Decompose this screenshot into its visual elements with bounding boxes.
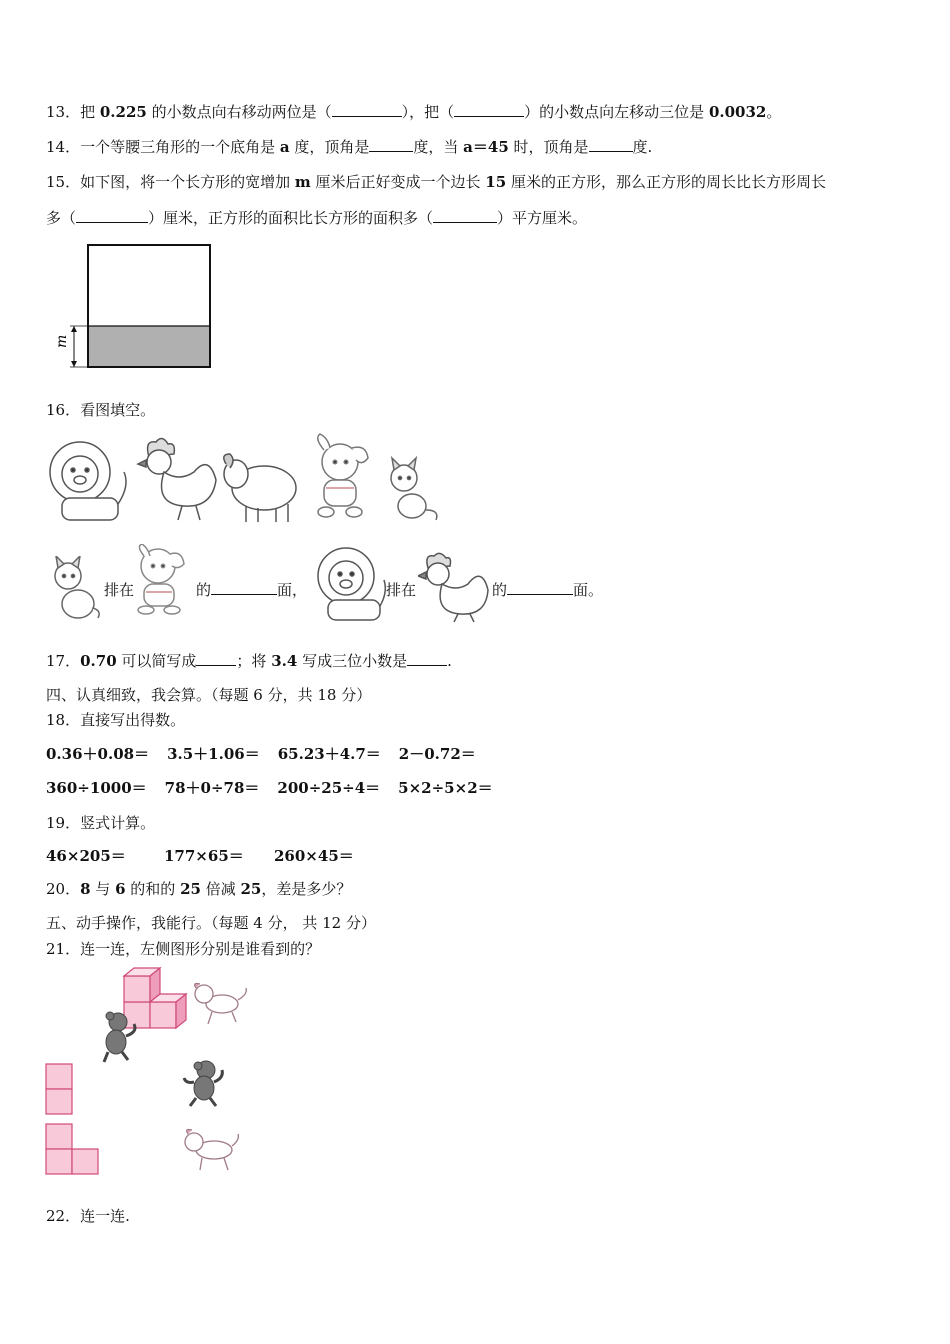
q20-value-3: 25 (180, 880, 201, 898)
rooster-icon (418, 552, 492, 622)
section-4-title: 四、认真细致，我会算。（每题 6 分，共 18 分） (46, 686, 372, 704)
calc-item: 177×65＝ (164, 847, 244, 865)
q15-m: m (294, 173, 311, 191)
q19-number: 19． (46, 814, 81, 832)
shaded-strip (89, 326, 209, 366)
m-label: m (54, 334, 70, 348)
q14-number: 14． (46, 138, 81, 156)
q16-s6: 面。 (573, 581, 604, 599)
q14-value-1: a (279, 138, 290, 156)
q20-value-2: 6 (115, 880, 126, 898)
q13-text-4: ）的小数点向左移动三位是 (524, 103, 709, 121)
q15-number: 15． (46, 173, 81, 191)
q19-text: 竖式计算。 (80, 814, 156, 832)
answer-blank[interactable] (407, 651, 447, 666)
section-5-title: 五、动手操作，我能行。（每题 4 分， 共 12 分） (46, 914, 376, 932)
q16-blank-row-1 (196, 580, 307, 600)
q17-text-1: 可以简写成 (116, 652, 197, 670)
answer-blank[interactable] (196, 651, 236, 666)
rooster-icon (138, 438, 216, 520)
q14-text-1: 一个等腰三角形的一个底角是 (80, 138, 280, 156)
question-18 (46, 710, 185, 730)
q18-row-1 (46, 744, 494, 764)
q15-text-2: 厘米后正好变成一个边长 (310, 173, 486, 191)
monkey-icon[interactable] (180, 1058, 230, 1108)
calc-item: 200÷25÷4＝ (277, 779, 381, 797)
q17-number: 17． (46, 652, 81, 670)
calc-item: 2－0.72＝ (398, 745, 476, 763)
lion-icon (50, 442, 126, 520)
q20-value-4: 25 (240, 880, 262, 898)
calc-item: 360÷1000＝ (46, 779, 147, 797)
q13-text-2: 的小数点向右移动两位是（ (146, 103, 332, 121)
answer-blank[interactable] (332, 102, 402, 117)
dog-icon[interactable] (180, 1128, 242, 1174)
answer-blank[interactable] (76, 208, 148, 223)
q14-text-4: 时，顶角是 (508, 138, 589, 156)
q16-s2: 的 (196, 581, 212, 599)
q18-number: 18． (46, 711, 81, 729)
arrow-up-icon (71, 326, 77, 332)
q14-text-5: 度. (632, 138, 653, 156)
question-19 (46, 813, 155, 833)
q15-text-5: ）厘米，正方形的面积比长方形的面积多（ (148, 209, 434, 227)
question-22 (46, 1206, 130, 1226)
q17-text-3: 写成三位小数是 (297, 652, 408, 670)
q13-text-3: ），把（ (401, 103, 455, 121)
q16-s3: 面， (277, 581, 308, 599)
q19-items (46, 846, 354, 866)
q15-text-6: ）平方厘米。 (497, 209, 588, 227)
puppy-icon (136, 544, 186, 616)
answer-blank[interactable] (589, 137, 633, 152)
q20-text-1: 与 (90, 880, 116, 898)
q16-s5: 的 (492, 581, 508, 599)
q13-text-1: 把 (80, 103, 100, 121)
q15-text-3: 厘米的正方形，那么正方形的周长比长方形周长 (506, 173, 826, 191)
question-21 (46, 939, 320, 959)
q13-value-2: 0.0032 (708, 103, 767, 121)
cube-arrangement (90, 966, 260, 1066)
q17-value-1: 0.70 (80, 652, 117, 670)
q13-text-5: 。 (766, 103, 782, 121)
calc-item: 260×45＝ (274, 847, 354, 865)
q21-text: 连一连，左侧图形分别是谁看到的？ (80, 940, 321, 958)
q16-text: 看图填空。 (80, 401, 156, 419)
kitten-icon (44, 556, 104, 622)
question-13 (46, 102, 781, 122)
puppy-icon (318, 434, 368, 517)
q17-text-2: ；将 (236, 652, 272, 670)
q17-text-4: . (447, 652, 452, 670)
q17-value-2: 3.4 (271, 652, 298, 670)
calc-item: 3.5＋1.06＝ (167, 745, 260, 763)
calc-item: 5×2÷5×2＝ (398, 779, 493, 797)
view-option-two-stack[interactable] (44, 1062, 74, 1116)
rectangle-figure (50, 240, 220, 375)
question-20 (46, 879, 351, 899)
q20-number: 20． (46, 880, 81, 898)
dog-icon (195, 984, 247, 1025)
q21-number: 21． (46, 940, 81, 958)
q14-value-2: a＝45 (463, 138, 509, 156)
q15-text-4: 多（ (46, 209, 77, 227)
q14-text-2: 度，顶角是 (289, 138, 370, 156)
question-15-line-2 (46, 208, 587, 228)
q20-text-4: ，差是多少？ (261, 880, 352, 898)
animal-row (44, 432, 444, 527)
arrow-down-icon (71, 361, 77, 367)
answer-blank[interactable] (507, 580, 573, 595)
answer-blank[interactable] (433, 208, 497, 223)
q20-text-2: 的和的 (125, 880, 181, 898)
answer-blank[interactable] (454, 102, 524, 117)
question-14 (46, 137, 652, 157)
calc-item: 0.36＋0.08＝ (46, 745, 150, 763)
q16-blank-row-2 (492, 580, 603, 600)
q20-value-1: 8 (80, 880, 91, 898)
calc-item: 46×205＝ (46, 847, 126, 865)
q13-number: 13． (46, 103, 81, 121)
q18-row-2 (46, 778, 511, 798)
lion-icon (312, 546, 388, 622)
calc-item: 78＋0÷78＝ (164, 779, 260, 797)
q15-value: 15 (485, 173, 507, 191)
q14-text-3: 度，当 (413, 138, 464, 156)
q16-s1: 排在 (104, 581, 135, 599)
q18-text: 直接写出得数。 (80, 711, 186, 729)
q22-number: 22． (46, 1207, 81, 1225)
answer-blank[interactable] (211, 580, 277, 595)
sheep-icon (224, 454, 296, 522)
q16-number: 16． (46, 401, 81, 419)
question-17 (46, 651, 452, 671)
q22-text: 连一连. (80, 1207, 130, 1225)
question-15-line-1 (46, 172, 826, 192)
answer-blank[interactable] (369, 137, 413, 152)
question-16 (46, 400, 155, 420)
view-option-l-shape[interactable] (44, 1122, 100, 1176)
kitten-icon (391, 458, 437, 520)
q15-text-1: 如下图，将一个长方形的宽增加 (80, 173, 295, 191)
q13-value-1: 0.225 (99, 103, 147, 121)
q20-text-3: 倍减 (200, 880, 241, 898)
calc-item: 65.23＋4.7＝ (277, 745, 381, 763)
q16-s4: 排在 (386, 581, 417, 599)
